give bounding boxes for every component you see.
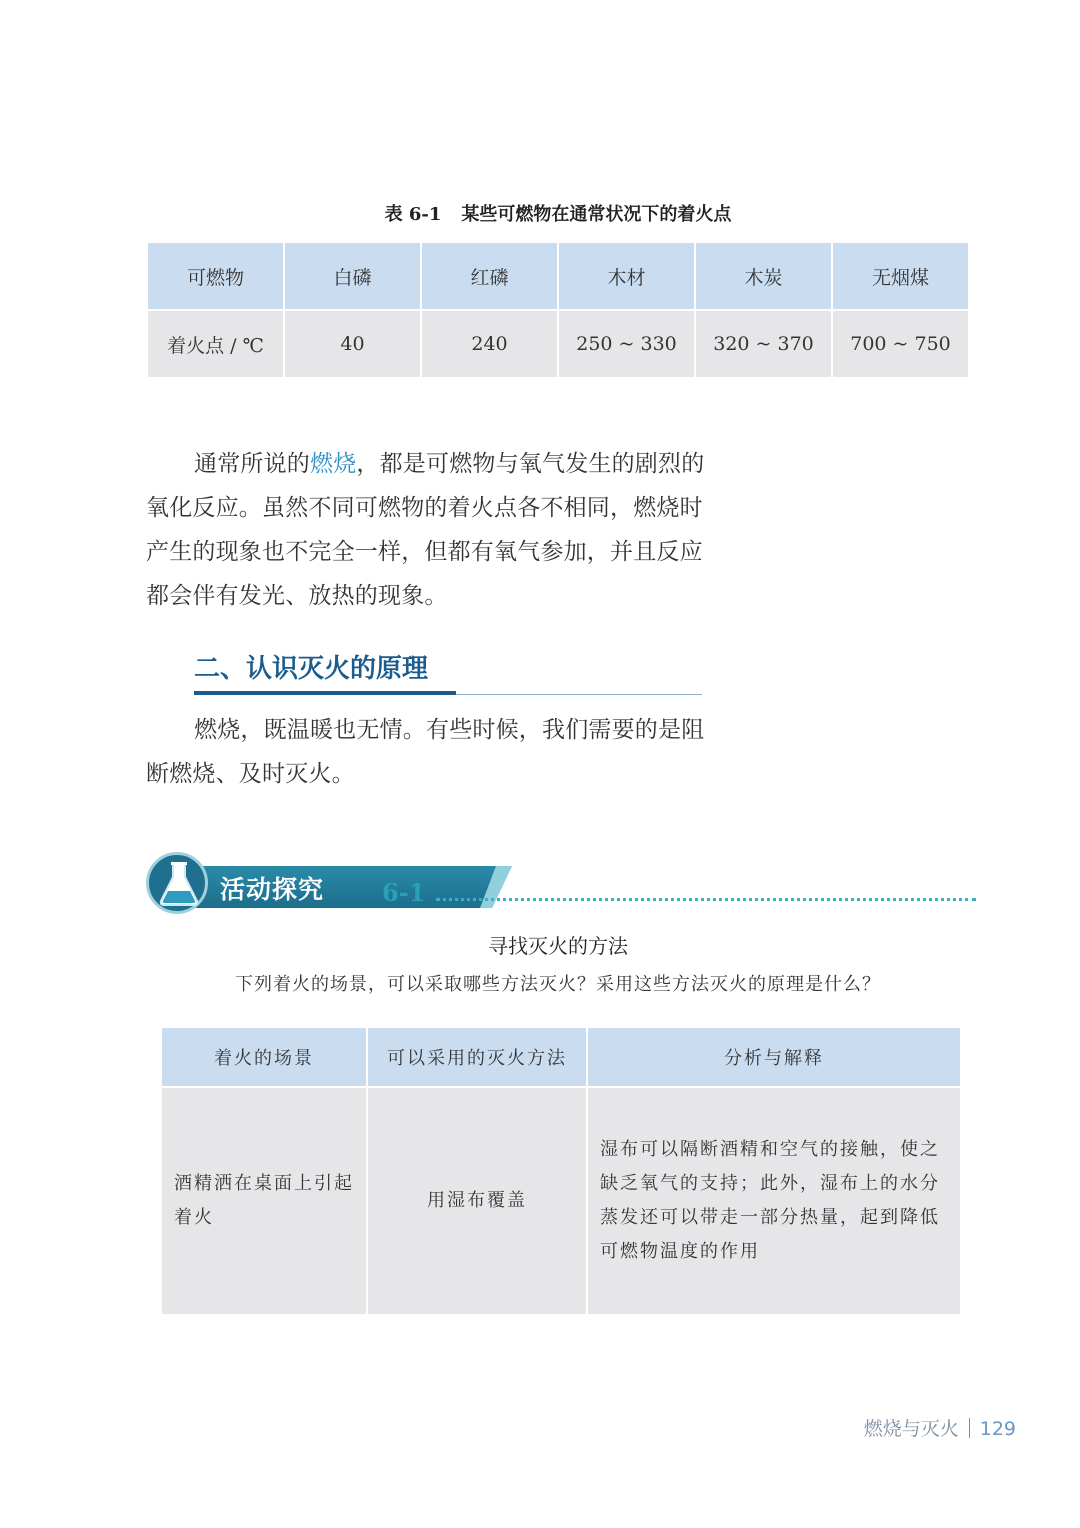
- table1-cell: 700 ~ 750: [832, 310, 969, 378]
- table1-header-cell: 红磷: [421, 242, 558, 310]
- table1-caption: [0, 200, 1080, 226]
- section-heading: 二、认识灭火的原理: [194, 654, 429, 684]
- table1-cell: 40: [284, 310, 421, 378]
- table1-header-cell: 白磷: [284, 242, 421, 310]
- table1-header-cell: 无烟煤: [832, 242, 969, 310]
- method-cell: 用湿布覆盖: [367, 1087, 587, 1315]
- table1-cell: 着火点 / ℃: [147, 310, 284, 378]
- para1-post: ，都是可燃物与氧气发生的剧烈的氧化反应。虽然不同可燃物的着火点各不相同，燃烧时产生的现象也不完全一样，但都有氧气参加，并且反应都会伴有发光、放热的现象。: [146, 451, 705, 609]
- flask-icon: [159, 861, 199, 907]
- chapter-title: 燃烧与灭火: [863, 1418, 959, 1440]
- page-number: 129: [979, 1418, 1016, 1440]
- table1-caption-title: 某些可燃物在通常状况下的着火点: [461, 204, 732, 225]
- activity-banner: [146, 852, 976, 920]
- combustion-paragraph: [146, 442, 706, 618]
- table2-header-cell: 着火的场景: [161, 1027, 367, 1087]
- footer-separator: [969, 1418, 970, 1438]
- table-row: [161, 1087, 961, 1315]
- table1-header-cell: 木炭: [695, 242, 832, 310]
- extinguish-paragraph: [146, 708, 706, 796]
- table2-header-cell: 可以采用的灭火方法: [367, 1027, 587, 1087]
- scenario-cell: 酒精洒在桌面上引起着火: [161, 1087, 367, 1315]
- table2-header-cell: 分析与解释: [587, 1027, 961, 1087]
- table1-cell: 320 ~ 370: [695, 310, 832, 378]
- activity-dotted-rule: [436, 898, 976, 901]
- table1-cell: 240: [421, 310, 558, 378]
- section-underline: [194, 691, 456, 695]
- table1-header-cell: 木材: [558, 242, 695, 310]
- table1-header-cell: 可燃物: [147, 242, 284, 310]
- para1-pre: 通常所说的: [194, 451, 310, 477]
- para2-text: 燃烧，既温暖也无情。有些时候，我们需要的是阻断燃烧、及时灭火。: [146, 717, 705, 787]
- table1-cell: 250 ~ 330: [558, 310, 695, 378]
- activity-question: 下列着火的场景，可以采取哪些方法灭火？采用这些方法灭火的原理是什么？: [235, 974, 881, 995]
- page-footer: [864, 1414, 1016, 1441]
- extinguishing-methods-table: [160, 1026, 960, 1316]
- keyword-combustion: 燃烧: [310, 451, 357, 477]
- explanation-cell: 湿布可以隔断酒精和空气的接触，使之缺乏氧气的支持；此外，湿布上的水分蒸发还可以带走一部分热量，起到降低可燃物温度的作用: [587, 1087, 961, 1315]
- activity-title: 寻找灭火的方法: [488, 934, 628, 958]
- ignition-point-table: [146, 241, 970, 379]
- table2-header-row: [161, 1027, 961, 1087]
- table1-row: [147, 310, 969, 378]
- table1-caption-label: 表 6-1: [384, 204, 442, 225]
- activity-number: 6-1: [382, 878, 426, 907]
- table1-header-row: [147, 242, 969, 310]
- activity-label: 活动探究: [220, 875, 325, 904]
- activity-icon-badge: [146, 852, 208, 914]
